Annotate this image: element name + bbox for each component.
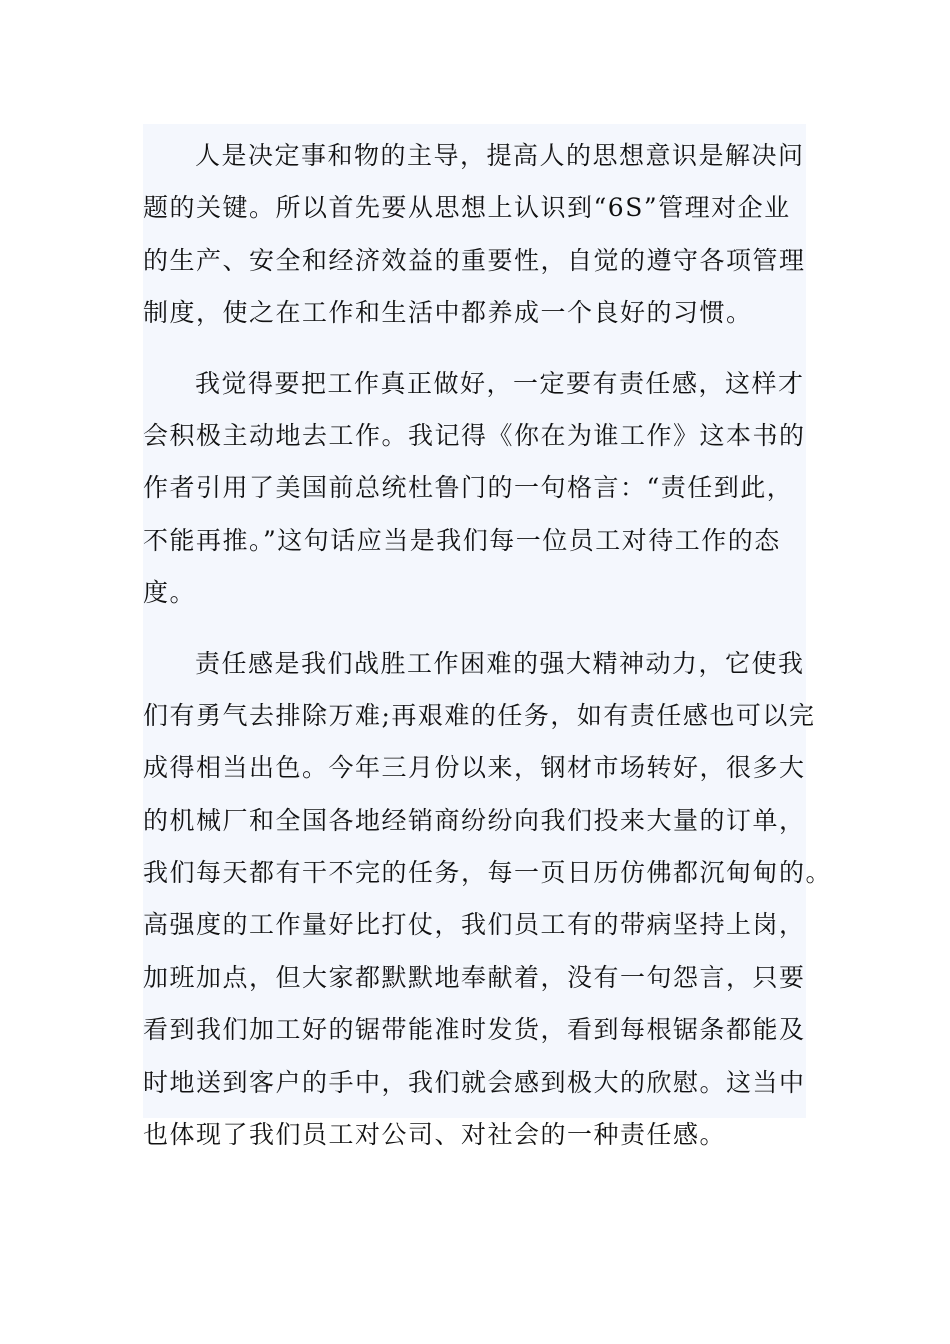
paragraph-spacer xyxy=(143,620,806,638)
paragraph-line: 会积极主动地去工作。我记得《你在为谁工作》这本书的 xyxy=(143,420,806,450)
paragraph-line: 加班加点，但大家都默默地奉献着，没有一句怨言，只要 xyxy=(143,962,806,992)
paragraph-line: 成得相当出色。今年三月份以来，钢材市场转好，很多大 xyxy=(143,753,806,783)
paragraph-line: 时地送到客户的手中，我们就会感到极大的欣慰。这当中 xyxy=(143,1067,806,1097)
paragraph-line: 高强度的工作量好比打仗，我们员工有的带病坚持上岗， xyxy=(143,910,806,940)
paragraph-line: 不能再推。”这句话应当是我们每一位员工对待工作的态 xyxy=(143,525,781,555)
paragraph-line: 的生产、安全和经济效益的重要性，自觉的遵守各项管理 xyxy=(143,245,806,275)
paragraph-line: 题的关键。所以首先要从思想上认识到“6S”管理对企业 xyxy=(143,193,791,223)
paragraph-line: 们有勇气去排除万难;再艰难的任务，如有责任感也可以完 xyxy=(143,700,816,730)
document-text-block xyxy=(143,124,833,1150)
paragraph-line: 我们每天都有干不完的任务，每一页日历仿佛都沉甸甸的。 xyxy=(143,858,833,888)
paragraph-line: 的机械厂和全国各地经销商纷纷向我们投来大量的订单， xyxy=(143,805,806,835)
paragraph-line: 度。 xyxy=(143,578,197,608)
paragraph-2 xyxy=(143,358,806,620)
paragraph-spacer xyxy=(143,340,806,358)
paragraph-line: 作者引用了美国前总统杜鲁门的一句格言：“责任到此， xyxy=(143,473,794,503)
paragraph-line: 制度，使之在工作和生活中都养成一个良好的习惯。 xyxy=(143,298,753,328)
paragraph-line: 看到我们加工好的锯带能准时发货，看到每根锯条都能及 xyxy=(143,1015,806,1045)
paragraph-line: 人是决定事和物的主导，提高人的思想意识是解决问 xyxy=(195,141,805,170)
paragraph-line: 责任感是我们战胜工作困难的强大精神动力，它使我 xyxy=(195,648,805,678)
paragraph-line: 我觉得要把工作真正做好，一定要有责任感，这样才 xyxy=(195,368,805,398)
paragraph-3 xyxy=(143,638,833,1162)
paragraph-line: 也体现了我们员工对公司、对社会的一种责任感。 xyxy=(143,1120,727,1150)
paragraph-1 xyxy=(143,130,806,340)
